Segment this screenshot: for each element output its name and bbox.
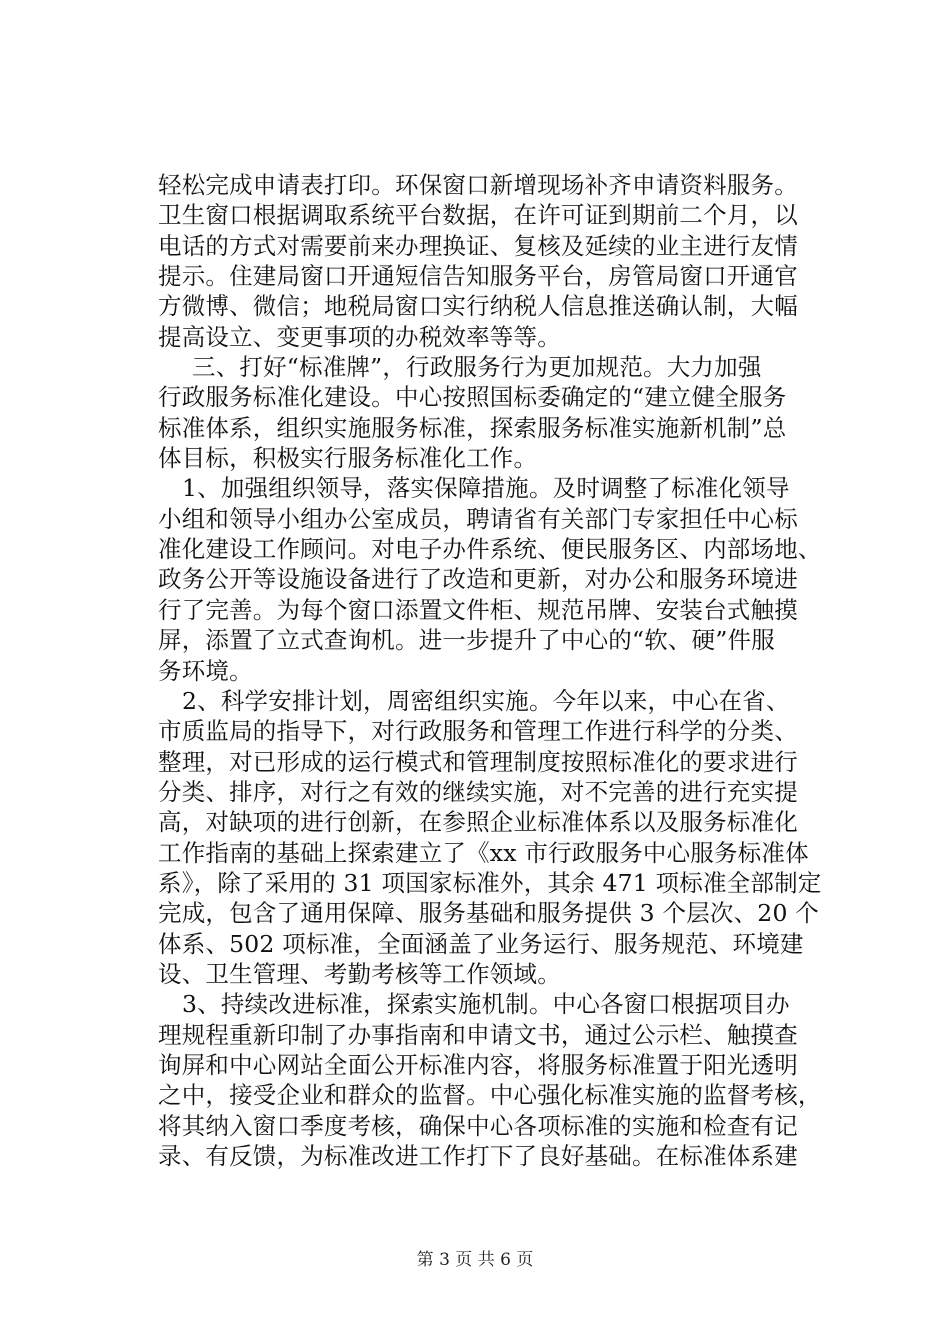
text-line: 高，对缺项的进行创新，在参照企业标准体系以及服务标准化 <box>158 808 798 837</box>
text-line: 分类、排序，对行之有效的继续实施，对不完善的进行充实提 <box>158 777 798 806</box>
text-line: 录、有反馈，为标准改进工作打下了良好基础。在标准体系建 <box>158 1142 798 1170</box>
text-line: 提高设立、变更事项的办税效率等等。 <box>158 322 561 351</box>
text-line: 政务公开等设施设备进行了改造和更新，对办公和服务环境进 <box>158 565 798 594</box>
text-line: 完成，包含了通用保障、服务基础和服务提供 3 个层次、20 个 <box>158 899 819 928</box>
text-line: 行了完善。为每个窗口添置文件柜、规范吊牌、安装台式触摸 <box>158 595 798 624</box>
text-line: 将其纳入窗口季度考核，确保中心各项标准的实施和检查有记 <box>158 1111 798 1140</box>
text-line: 市质监局的指导下，对行政服务和管理工作进行科学的分类、 <box>158 717 798 746</box>
page-footer: 第 3 页 共 6 页 <box>416 1250 534 1270</box>
text-line: 设、卫生管理、考勤考核等工作领域。 <box>158 959 561 988</box>
text-line: 询屏和中心网站全面公开标准内容，将服务标准置于阳光透明 <box>158 1050 798 1079</box>
text-line: 务环境。 <box>158 656 253 685</box>
text-line: 卫生窗口根据调取系统平台数据，在许可证到期前二个月，以 <box>158 201 798 230</box>
text-line: 行政服务标准化建设。中心按照国标委确定的“建立健全服务 <box>158 383 787 412</box>
text-line: 之中，接受企业和群众的监督。中心强化标准实施的监督考核， <box>158 1081 822 1110</box>
text-line: 整理，对已形成的运行模式和管理制度按照标准化的要求进行 <box>158 747 798 776</box>
text-line: 准化建设工作顾问。对电子办件系统、便民服务区、内部场地、 <box>158 535 822 564</box>
text-line: 电话的方式对需要前来办理换证、复核及延续的业主进行友情 <box>158 231 798 260</box>
text-line: 1、加强组织领导，落实保障措施。及时调整了标准化领导 <box>182 474 790 503</box>
text-line: 小组和领导小组办公室成员，聘请省有关部门专家担任中心标 <box>158 504 798 533</box>
text-line: 标准体系，组织实施服务标准，探索服务标准实施新机制”总 <box>158 413 787 442</box>
text-line: 理规程重新印制了办事指南和申请文书，通过公示栏、触摸查 <box>158 1020 798 1049</box>
text-line: 方微博、微信；地税局窗口实行纳税人信息推送确认制，大幅 <box>158 292 798 321</box>
text-line: 屏，添置了立式查询机。进一步提升了中心的“软、硬”件服 <box>158 626 775 655</box>
text-line: 3、持续改进标准，探索实施机制。中心各窗口根据项目办 <box>182 990 790 1019</box>
text-line: 提示。住建局窗口开通短信告知服务平台，房管局窗口开通官 <box>158 262 798 291</box>
document-body <box>158 170 838 1171</box>
text-line: 体目标，积极实行服务标准化工作。 <box>158 444 538 473</box>
text-line: 系》，除了采用的 31 项国家标准外，其余 471 项标准全部制定 <box>158 868 822 897</box>
text-line: 三、打好“标准牌”，行政服务行为更加规范。大力加强 <box>192 353 762 382</box>
text-line: 轻松完成申请表打印。环保窗口新增现场补齐申请资料服务。 <box>158 171 798 199</box>
text-line: 体系、502 项标准，全面涵盖了业务运行、服务规范、环境建 <box>158 929 804 958</box>
text-line: 工作指南的基础上探索建立了《xx 市行政服务中心服务标准体 <box>158 838 809 867</box>
text-line: 2、科学安排计划，周密组织实施。今年以来，中心在省、 <box>182 686 790 715</box>
